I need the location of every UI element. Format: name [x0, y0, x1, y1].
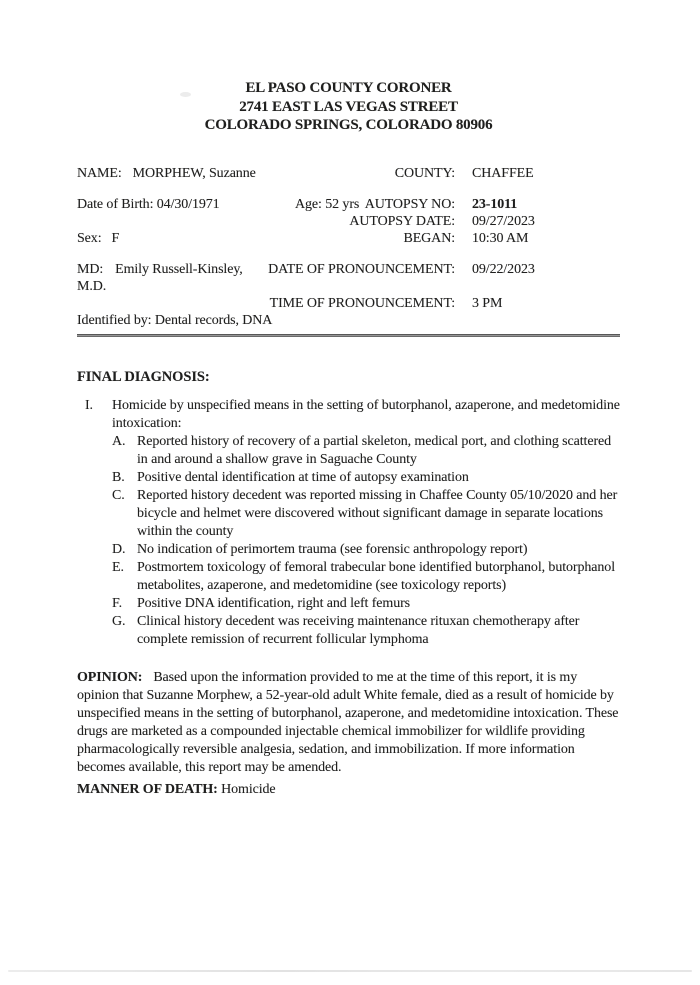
diagnosis-sub-item — [112, 541, 620, 559]
pronouncement-time-label: TIME OF PRONOUNCEMENT: — [269, 295, 455, 311]
name-label: NAME: — [77, 165, 122, 181]
diagnosis-sub-item — [112, 469, 620, 487]
md-field — [77, 261, 268, 295]
diagnosis-item-numeral: I. — [85, 397, 93, 413]
sub-item-letter: A. — [112, 433, 126, 449]
identified-by-field — [77, 312, 620, 329]
pronouncement-date-value: 09/22/2023 — [472, 261, 535, 277]
diagnosis-sub-item — [112, 613, 620, 649]
row-autopsy-date — [77, 213, 620, 230]
opinion-heading: OPINION: — [77, 669, 143, 685]
age-value: 52 yrs — [325, 196, 360, 212]
sub-item-letter: E. — [112, 559, 124, 575]
row-sex-began — [77, 230, 620, 247]
sub-item-letter: B. — [112, 469, 125, 485]
county-value: CHAFFEE — [472, 165, 534, 181]
autopsy-no-value: 23-1011 — [472, 196, 518, 212]
manner-of-death-heading: MANNER OF DEATH: — [77, 781, 218, 797]
autopsy-no-label: AUTOPSY NO: — [364, 196, 455, 212]
diagnosis-item — [77, 397, 620, 649]
sub-item-text: Positive DNA identification, right and left femurs — [137, 595, 411, 611]
dob-field — [77, 196, 365, 213]
autopsy-date-label: AUTOPSY DATE: — [349, 213, 455, 229]
name-field — [77, 165, 395, 182]
sub-item-text: Reported history of recovery of a partial skeleton, medical port, and clothing scattered in and around a shallow grave in Saguache County — [137, 433, 612, 467]
sub-item-text: Reported history decedent was reported missing in Chaffee County 05/10/2020 and her bicycle and helmet were discovered without significant damage in separate locations within the county — [137, 487, 618, 539]
document-page — [0, 79, 700, 985]
autopsy-date-value: 09/27/2023 — [472, 213, 535, 229]
diagnosis-item-text: Homicide by unspecified means in the setting of butorphanol, azaperone, and medetomidine intoxication: — [112, 397, 620, 431]
began-label: BEGAN: — [403, 230, 455, 246]
dob-value: 04/30/1971 — [156, 196, 220, 212]
row-pronouncement-time — [77, 295, 620, 312]
diagnosis-sub-item — [112, 487, 620, 541]
letterhead — [77, 79, 620, 135]
sub-item-text: No indication of perimortem trauma (see forensic anthropology report) — [137, 541, 528, 557]
row-name-county — [77, 165, 620, 182]
sex-value: F — [111, 230, 120, 246]
sub-item-text: Clinical history decedent was receiving maintenance rituxan chemotherapy after complete remission of recurrent follicular lymphoma — [137, 613, 580, 647]
md-label: MD: — [77, 261, 104, 277]
diagnosis-sub-item — [112, 595, 620, 613]
document-content — [0, 79, 700, 799]
sex-label: Sex: — [77, 230, 102, 246]
county-label: COUNTY: — [394, 165, 455, 181]
dob-label: Date of Birth: — [77, 196, 154, 212]
scan-smudge-artifact — [180, 92, 191, 97]
sub-item-letter: G. — [112, 613, 126, 629]
name-value: MORPHEW, Suzanne — [132, 165, 256, 181]
identified-by-label: Identified by: — [77, 312, 152, 328]
manner-of-death-value: Homicide — [221, 781, 276, 797]
letterhead-street: 2741 EAST LAS VEGAS STREET — [239, 98, 458, 115]
opinion-paragraph — [77, 669, 620, 777]
sub-item-letter: C. — [112, 487, 125, 503]
pronouncement-time-value: 3 PM — [472, 295, 503, 311]
sex-field — [77, 230, 403, 247]
letterhead-city: COLORADO SPRINGS, COLORADO 80906 — [204, 117, 493, 133]
sub-item-letter: F. — [112, 595, 122, 611]
page-edge-artifact — [8, 970, 692, 972]
opinion-text: Based upon the information provided to me at the time of this report, it is my opinion that Suzanne Morphew, a 52-year-old adult White female, died as a result of homicide by unspecified means in the setting of butorphanol, azaperone, and medetomidine intoxication. These drugs are marketed as a compounded injectable chemical immobilizer for wildlife providing pharmacologically reversible analgesia, sedation, and immobilization. If more information becomes available, this report may be amended. — [77, 669, 619, 775]
identified-by-value: Dental records, DNA — [154, 312, 273, 328]
case-info-block — [77, 165, 620, 329]
sub-item-text: Positive dental identification at time of autopsy examination — [137, 469, 469, 485]
final-diagnosis-section — [77, 368, 620, 649]
md-value: Emily Russell-Kinsley, M.D. — [77, 261, 243, 294]
diagnosis-sub-item — [112, 433, 620, 469]
age-field — [295, 196, 359, 213]
row-identified-by — [77, 312, 620, 329]
row-dob-autopsy-no — [77, 196, 620, 213]
sub-item-letter: D. — [112, 541, 126, 557]
section-divider-line — [77, 334, 620, 337]
age-label: Age: — [295, 196, 322, 212]
letterhead-office: EL PASO COUNTY CORONER — [245, 80, 452, 96]
pronouncement-date-label: DATE OF PRONOUNCEMENT: — [268, 261, 455, 277]
diagnosis-sub-item — [112, 559, 620, 595]
final-diagnosis-heading: FINAL DIAGNOSIS: — [77, 368, 210, 385]
manner-of-death-line — [77, 781, 620, 799]
sub-item-text: Postmortem toxicology of femoral trabecular bone identified butorphanol, butorphanol metabolites, azaperone, and medetomidine (see toxicology reports) — [137, 559, 615, 593]
row-md-pronouncement-date — [77, 261, 620, 295]
began-value: 10:30 AM — [472, 230, 529, 246]
